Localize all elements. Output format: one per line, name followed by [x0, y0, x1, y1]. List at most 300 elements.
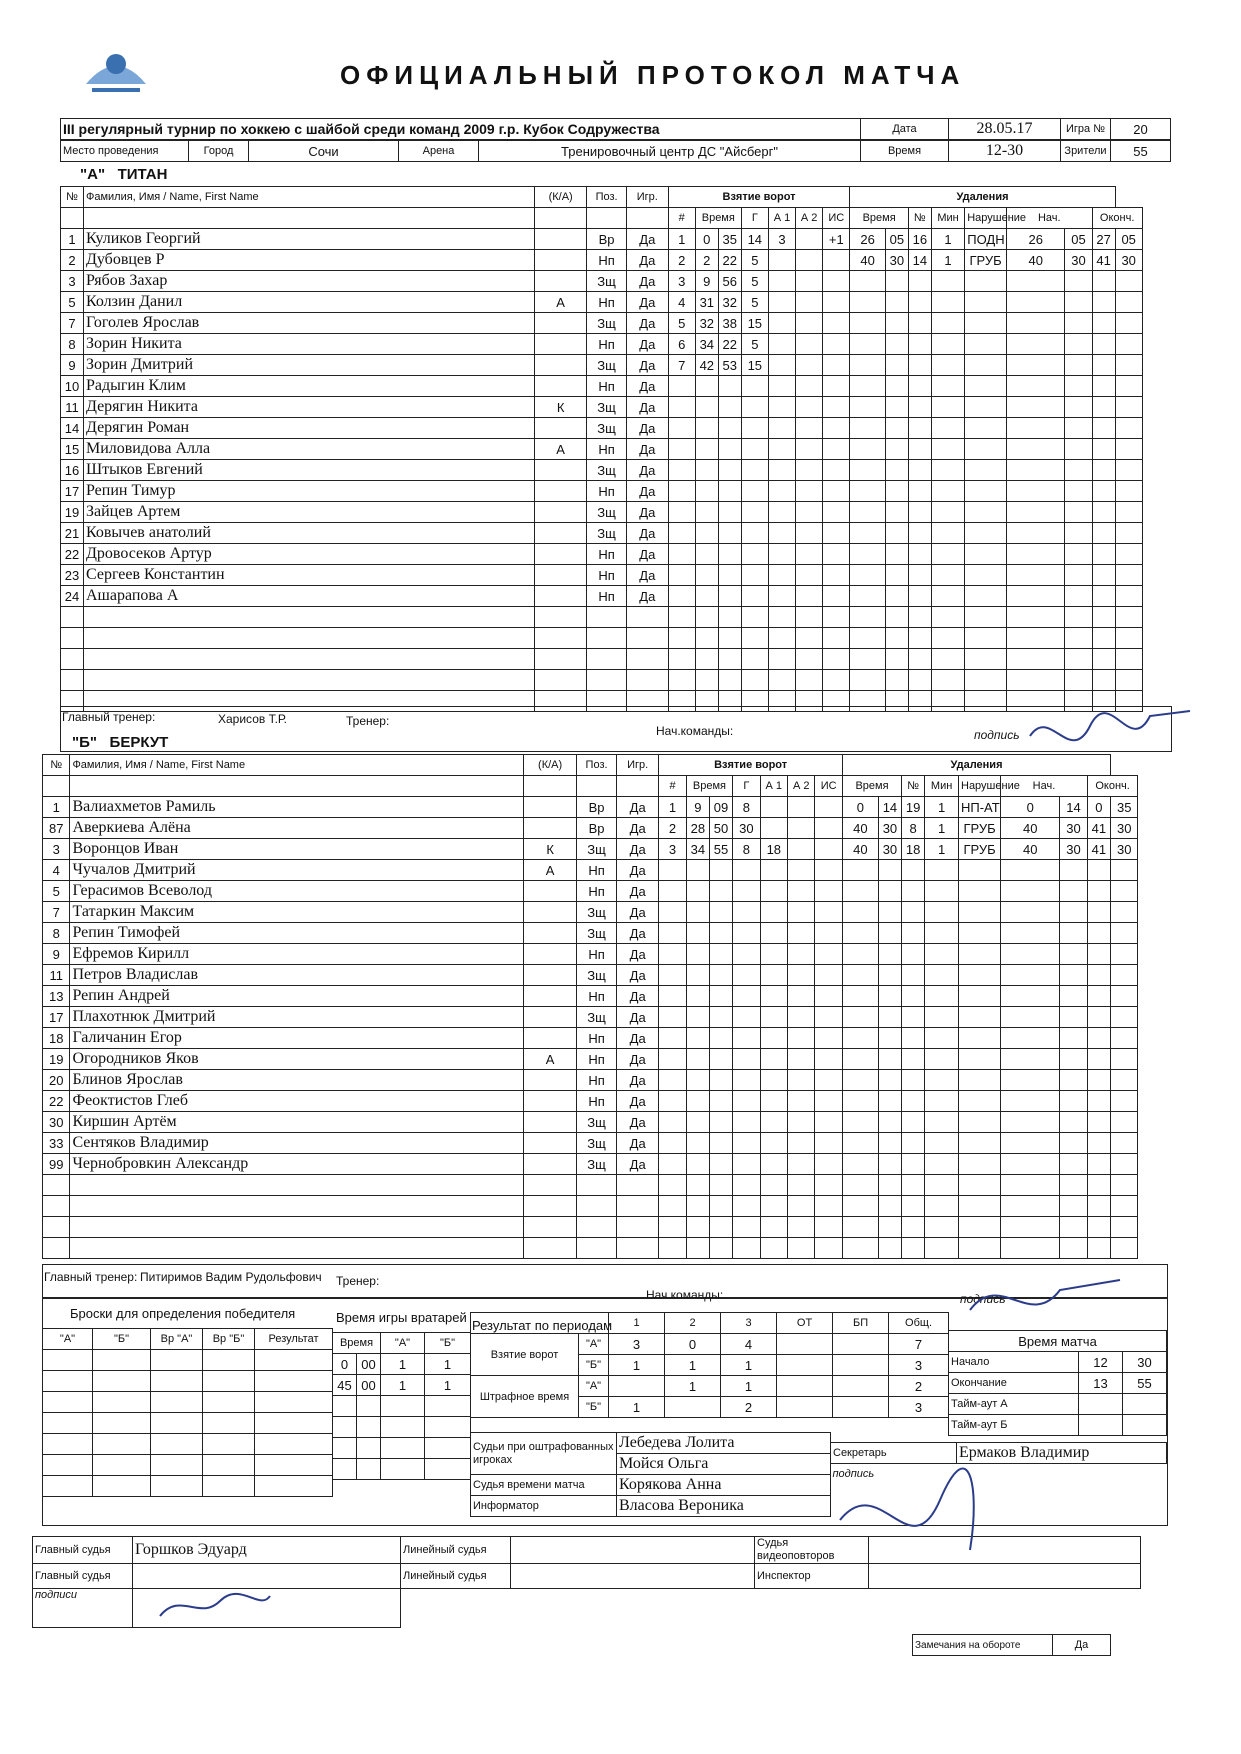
penalty-min	[925, 1196, 959, 1217]
penalty-es	[1111, 1217, 1138, 1238]
goal-a1	[768, 670, 795, 691]
penalty-ss	[1065, 292, 1092, 313]
goal-n	[659, 1070, 686, 1091]
penalty-min: 1	[925, 839, 959, 860]
player-number: 22	[61, 544, 84, 565]
goal-s	[709, 1112, 732, 1133]
goal-is	[823, 670, 850, 691]
penalty-ts	[878, 1154, 901, 1175]
goal-m: 42	[695, 355, 718, 376]
penalty-sm	[1001, 1175, 1060, 1196]
penalty-tm	[850, 607, 886, 628]
team-a-roster: № Фамилия, Имя / Name, First Name (К/А) Поз. Игр. Взятие ворот Удаления # Время Г А 1 А 2 ИС Время № Мин Нарушение Нач. Оконч. 1 Куликов Георгий Вр Да 1 0 35 14 3 +1 26 05 16 1 ПОДН 26 05 27 05 2 Дубовцев Р Нп Да 2 2 22 5 40 30 14 1 ГРУБ 40 30 41 30 3 Рябов Захар Зщ Да 3 9 56 5 5 Колзин Данил А Нп Да 4 31 32 5 7 Гоголев Ярослав Зщ Да 5 32 38 15 8 Зорин Никита Нп Да 6 34 22 5 9 Зорин Дмитрий Зщ Да 7 42 53 15 10 Радыгин Клим Нп Да 11 Дерягин Никита К Зщ Да 14 Дерягин Роман Зщ Да 15 Миловидова Алла А Нп Да 16 Штыков Евгений Зщ Да 17 Репин Тимур Нп Да 19 Зайцев Артем Зщ Да 21 Ковычев анатолий Зщ Да 22 Дровосеков Артур Нп Да 23 Сергеев Константин Нп Да 24 Ашарапова А Нп Да	[60, 186, 1170, 712]
goal-a1	[760, 797, 787, 818]
goal-g	[741, 460, 768, 481]
goal-g	[733, 923, 760, 944]
penalty-sm	[1006, 418, 1064, 439]
penalty-sm	[1006, 607, 1064, 628]
period-row: Взятие ворот "А" 3 0 4 7	[471, 1334, 949, 1355]
player-name: Чучалов Дмитрий	[70, 860, 524, 881]
penalty-sm	[1001, 923, 1060, 944]
goal-a2	[796, 649, 823, 670]
name-column-header: Фамилия, Имя / Name, First Name	[83, 187, 534, 208]
penalty-sm	[1001, 1049, 1060, 1070]
penalty-tm: 40	[842, 818, 878, 839]
penalty-num	[908, 565, 931, 586]
goal-a2	[788, 881, 815, 902]
penalty-ss	[1065, 439, 1092, 460]
player-number	[43, 1175, 70, 1196]
penalty-ts: 05	[885, 229, 908, 250]
goal-s	[709, 1238, 732, 1259]
player-position: Нп	[577, 1028, 617, 1049]
penalty-ts: 30	[885, 250, 908, 271]
goal-s	[709, 986, 732, 1007]
penalty-ts	[878, 923, 901, 944]
goal-n: 1	[668, 229, 695, 250]
penalty-em	[1087, 881, 1110, 902]
goal-a2	[796, 607, 823, 628]
penalty-em	[1087, 1175, 1110, 1196]
player-role	[535, 418, 587, 439]
penalty-viol	[959, 1028, 1001, 1049]
penalty-em	[1087, 1028, 1110, 1049]
penalty-em	[1092, 586, 1115, 607]
player-position: Нп	[587, 439, 627, 460]
player-name: Гоголев Ярослав	[83, 313, 534, 334]
penalty-sm	[1006, 649, 1064, 670]
goal-n	[659, 923, 686, 944]
goal-s	[709, 902, 732, 923]
penalty-viol	[965, 523, 1007, 544]
penalty-ts	[885, 376, 908, 397]
goal-g	[741, 544, 768, 565]
penalty-num	[908, 355, 931, 376]
penalty-es	[1111, 1154, 1138, 1175]
player-name	[83, 649, 534, 670]
player-number	[43, 1238, 70, 1259]
goal-m	[695, 649, 718, 670]
player-role	[524, 1007, 577, 1028]
goal-g	[741, 649, 768, 670]
goal-n	[659, 1154, 686, 1175]
goal-m	[695, 439, 718, 460]
penalty-es	[1111, 1091, 1138, 1112]
penalty-num	[908, 670, 931, 691]
player-name: Ковычев анатолий	[83, 523, 534, 544]
penalty-sm	[1001, 902, 1060, 923]
player-name: Зайцев Артем	[83, 502, 534, 523]
penalty-em: 27	[1092, 229, 1115, 250]
goal-a1	[768, 460, 795, 481]
goal-a1	[768, 292, 795, 313]
penalty-viol	[959, 1049, 1001, 1070]
period-row: Штрафное время "А" 1 1 2	[471, 1376, 949, 1397]
goal-n	[659, 1112, 686, 1133]
goal-a2	[796, 313, 823, 334]
goal-is	[823, 544, 850, 565]
player-row	[61, 376, 1170, 397]
penalty-min	[931, 397, 964, 418]
player-played: Да	[617, 944, 659, 965]
player-name	[70, 1175, 524, 1196]
penalty-ts	[885, 502, 908, 523]
goal-is	[815, 923, 843, 944]
penalty-es	[1115, 439, 1142, 460]
team-a-title: "А" ТИТАН	[80, 166, 168, 183]
penalty-sm	[1001, 1133, 1060, 1154]
player-played: Да	[617, 797, 659, 818]
penalty-em	[1087, 1238, 1110, 1259]
goal-n	[659, 1238, 686, 1259]
penalty-ts	[878, 1028, 901, 1049]
penalty-tm	[842, 1217, 878, 1238]
penalty-em	[1087, 986, 1110, 1007]
penalty-viol	[959, 944, 1001, 965]
penalty-ss	[1060, 1175, 1087, 1196]
penalty-ss: 30	[1060, 839, 1087, 860]
goal-is	[823, 607, 850, 628]
penalty-es	[1111, 1049, 1138, 1070]
goal-s	[718, 502, 741, 523]
goal-is	[823, 439, 850, 460]
goal-a1	[768, 565, 795, 586]
player-role	[535, 313, 587, 334]
player-row	[43, 1049, 1166, 1070]
penalty-tm	[850, 418, 886, 439]
player-role	[524, 797, 577, 818]
player-played: Да	[626, 502, 668, 523]
goal-g	[741, 523, 768, 544]
period-value: 1	[609, 1397, 665, 1418]
player-played: Да	[617, 902, 659, 923]
goal-m	[686, 923, 709, 944]
goal-s	[709, 1217, 732, 1238]
goal-n	[668, 397, 695, 418]
penalty-em	[1087, 1217, 1110, 1238]
penalty-sm	[1006, 334, 1064, 355]
period-row: "Б" 1 1 1 3	[471, 1355, 949, 1376]
penalty-min	[925, 1007, 959, 1028]
penalty-ss	[1065, 544, 1092, 565]
penalty-viol	[959, 965, 1001, 986]
player-name: Воронцов Иван	[70, 839, 524, 860]
player-number: 23	[61, 565, 84, 586]
penalty-tm	[850, 292, 886, 313]
goal-is	[815, 1112, 843, 1133]
period-value	[665, 1397, 721, 1418]
player-name: Аверкиева Алёна	[70, 818, 524, 839]
penalty-viol	[965, 502, 1007, 523]
penalty-tm	[842, 1238, 878, 1259]
pen-judge-1: Лебедева Лолита	[617, 1433, 831, 1454]
goal-a2	[796, 334, 823, 355]
penalty-es	[1115, 292, 1142, 313]
period-value: 1	[721, 1355, 777, 1376]
player-row	[43, 1154, 1166, 1175]
penalties-header: Удаления	[842, 755, 1110, 776]
player-number: 24	[61, 586, 84, 607]
player-name: Герасимов Всеволод	[70, 881, 524, 902]
goal-n	[659, 986, 686, 1007]
player-row	[61, 250, 1170, 271]
goal-m: 0	[695, 229, 718, 250]
penalty-tm	[842, 1091, 878, 1112]
goal-a2	[796, 544, 823, 565]
penalty-viol	[965, 586, 1007, 607]
goal-s: 22	[718, 334, 741, 355]
penalty-es: 35	[1111, 797, 1138, 818]
penalty-num	[908, 523, 931, 544]
goal-m	[686, 1217, 709, 1238]
penalty-num	[902, 923, 925, 944]
player-number: 15	[61, 439, 84, 460]
penalty-sm: 40	[1001, 839, 1060, 860]
player-played: Да	[617, 1154, 659, 1175]
penalty-viol	[965, 481, 1007, 502]
period-value	[777, 1397, 833, 1418]
federation-logo	[78, 40, 154, 96]
player-position: Нп	[577, 1070, 617, 1091]
goal-s	[709, 860, 732, 881]
penalty-tm	[850, 544, 886, 565]
penalty-ss	[1060, 923, 1087, 944]
penalty-viol	[959, 1007, 1001, 1028]
goal-m	[695, 481, 718, 502]
penalty-sm	[1001, 1070, 1060, 1091]
penalty-es	[1111, 986, 1138, 1007]
player-role	[524, 1070, 577, 1091]
penalty-num	[908, 271, 931, 292]
goal-m	[686, 1028, 709, 1049]
goal-g	[741, 418, 768, 439]
penalty-es	[1111, 881, 1138, 902]
player-role	[524, 902, 577, 923]
goal-s: 09	[709, 797, 732, 818]
penalty-ss	[1060, 1112, 1087, 1133]
goal-is	[823, 649, 850, 670]
player-role	[524, 944, 577, 965]
penalty-ss	[1060, 965, 1087, 986]
penalty-num	[908, 439, 931, 460]
goal-m	[695, 418, 718, 439]
period-row: "Б" 1 2 3	[471, 1397, 949, 1418]
goal-n	[659, 902, 686, 923]
goal-m	[695, 502, 718, 523]
player-name: Репин Тимофей	[70, 923, 524, 944]
player-row	[43, 1112, 1166, 1133]
penalty-em	[1092, 271, 1115, 292]
player-role: А	[524, 860, 577, 881]
player-played	[626, 670, 668, 691]
player-name	[83, 670, 534, 691]
penalty-ts: 30	[878, 839, 901, 860]
secretary-table: Секретарь Ермаков Владимир подпись	[830, 1442, 1167, 1484]
goal-a2	[796, 565, 823, 586]
goal-is	[823, 250, 850, 271]
player-name: Миловидова Алла	[83, 439, 534, 460]
penalty-sm	[1006, 670, 1064, 691]
player-row	[61, 607, 1170, 628]
goal-m	[686, 1070, 709, 1091]
goal-g: 14	[741, 229, 768, 250]
goal-g	[733, 1091, 760, 1112]
penalty-em	[1092, 376, 1115, 397]
goal-a2	[796, 376, 823, 397]
goal-n	[659, 1133, 686, 1154]
penalty-sm	[1006, 544, 1064, 565]
penalty-num	[902, 1196, 925, 1217]
page-title: ОФИЦИАЛЬНЫЙ ПРОТОКОЛ МАТЧА	[340, 60, 966, 90]
player-position: Нп	[577, 860, 617, 881]
penalty-em	[1087, 1196, 1110, 1217]
penalty-ts	[878, 986, 901, 1007]
goal-a2	[788, 1028, 815, 1049]
penalty-es: 30	[1111, 839, 1138, 860]
penalty-viol	[965, 628, 1007, 649]
goal-a2	[788, 1196, 815, 1217]
goal-s	[709, 1196, 732, 1217]
penalty-em: 41	[1092, 250, 1115, 271]
match-time-table: Время матча Начало 12 30 Окончание 13 55 Тайм-аут А Тайм-аут Б	[948, 1330, 1167, 1436]
goal-g	[741, 586, 768, 607]
player-number	[61, 607, 84, 628]
period-value	[833, 1397, 889, 1418]
player-name: Дерягин Никита	[83, 397, 534, 418]
penalty-num	[908, 313, 931, 334]
penalty-min	[931, 649, 964, 670]
player-position	[577, 1238, 617, 1259]
player-row	[61, 292, 1170, 313]
team-a-signature	[1010, 696, 1200, 776]
goal-s	[718, 649, 741, 670]
goal-is	[815, 881, 843, 902]
player-name: Куликов Георгий	[83, 229, 534, 250]
goal-n	[668, 670, 695, 691]
penalty-em	[1092, 418, 1115, 439]
penalty-sm	[1006, 397, 1064, 418]
penalty-ts	[878, 1133, 901, 1154]
player-position	[587, 607, 627, 628]
penalty-tm	[850, 376, 886, 397]
goal-s	[709, 1028, 732, 1049]
goals-header: Взятие ворот	[659, 755, 843, 776]
player-played: Да	[617, 839, 659, 860]
player-name: Дерягин Роман	[83, 418, 534, 439]
penalty-viol: ПОДН	[965, 229, 1007, 250]
period-value	[609, 1376, 665, 1397]
goal-n	[659, 1217, 686, 1238]
penalty-es	[1115, 649, 1142, 670]
penalty-viol	[965, 355, 1007, 376]
penalty-sm	[1001, 860, 1060, 881]
penalty-ts	[878, 1049, 901, 1070]
goal-m	[686, 902, 709, 923]
player-number: 19	[43, 1049, 70, 1070]
penalty-viol	[965, 292, 1007, 313]
penalty-num	[908, 418, 931, 439]
goal-s	[718, 670, 741, 691]
penalty-min	[925, 1028, 959, 1049]
penalty-es	[1111, 902, 1138, 923]
goal-a2	[788, 860, 815, 881]
officials-table: Судьи при оштрафованных игроках Лебедева Лолита Мойся Ольга Судья времени матча Корякова Анна Информатор Власова Вероника	[470, 1432, 831, 1517]
period-value: 4	[721, 1334, 777, 1355]
goal-n: 2	[659, 818, 686, 839]
goal-a1	[760, 1049, 787, 1070]
player-number: 11	[61, 397, 84, 418]
player-position: Нп	[577, 1091, 617, 1112]
player-position: Нп	[587, 481, 627, 502]
penalty-em	[1092, 502, 1115, 523]
goal-s	[709, 965, 732, 986]
player-played: Да	[626, 544, 668, 565]
player-played: Да	[626, 523, 668, 544]
penalty-num	[908, 649, 931, 670]
goalie-row: 0 00 1 1	[333, 1354, 471, 1375]
player-number: 99	[43, 1154, 70, 1175]
penalty-sm: 0	[1001, 797, 1060, 818]
goal-g	[741, 565, 768, 586]
penalty-ss	[1060, 1070, 1087, 1091]
player-position: Нп	[577, 986, 617, 1007]
informer: Власова Вероника	[617, 1496, 831, 1517]
goal-n	[659, 1028, 686, 1049]
penalty-min	[931, 355, 964, 376]
player-row	[43, 818, 1166, 839]
player-position: Нп	[587, 586, 627, 607]
player-role	[535, 502, 587, 523]
goal-n	[668, 586, 695, 607]
penalty-tm	[850, 313, 886, 334]
penalty-sm	[1001, 1154, 1060, 1175]
player-role: К	[524, 839, 577, 860]
penalty-sm	[1001, 881, 1060, 902]
player-played: Да	[626, 355, 668, 376]
goal-m	[686, 1007, 709, 1028]
goal-is	[815, 965, 843, 986]
player-position: Зщ	[577, 1133, 617, 1154]
penalty-min	[925, 1049, 959, 1070]
player-number: 17	[43, 1007, 70, 1028]
player-name: Ефремов Кирилл	[70, 944, 524, 965]
player-position: Нп	[577, 1049, 617, 1070]
player-number: 3	[43, 839, 70, 860]
player-played: Да	[626, 460, 668, 481]
penalty-min	[931, 292, 964, 313]
penalty-min	[925, 1133, 959, 1154]
penalty-num	[902, 1049, 925, 1070]
player-number: 16	[61, 460, 84, 481]
player-played	[617, 1217, 659, 1238]
player-played: Да	[626, 229, 668, 250]
penalty-min	[931, 523, 964, 544]
player-position: Зщ	[587, 271, 627, 292]
penalty-ss: 30	[1065, 250, 1092, 271]
tournament-name: III регулярный турнир по хоккею с шайбой среди команд 2009 г.р. Кубок Содружества	[61, 119, 861, 140]
penalty-es	[1111, 1070, 1138, 1091]
penalty-sm	[1006, 523, 1064, 544]
penalty-num	[902, 1091, 925, 1112]
penalty-min	[925, 965, 959, 986]
penalty-sm	[1001, 1007, 1060, 1028]
goal-g	[733, 881, 760, 902]
penalty-viol	[959, 1217, 1001, 1238]
penalty-viol	[959, 1238, 1001, 1259]
player-name	[83, 607, 534, 628]
player-name: Сентяков Владимир	[70, 1133, 524, 1154]
penalty-ss	[1065, 334, 1092, 355]
